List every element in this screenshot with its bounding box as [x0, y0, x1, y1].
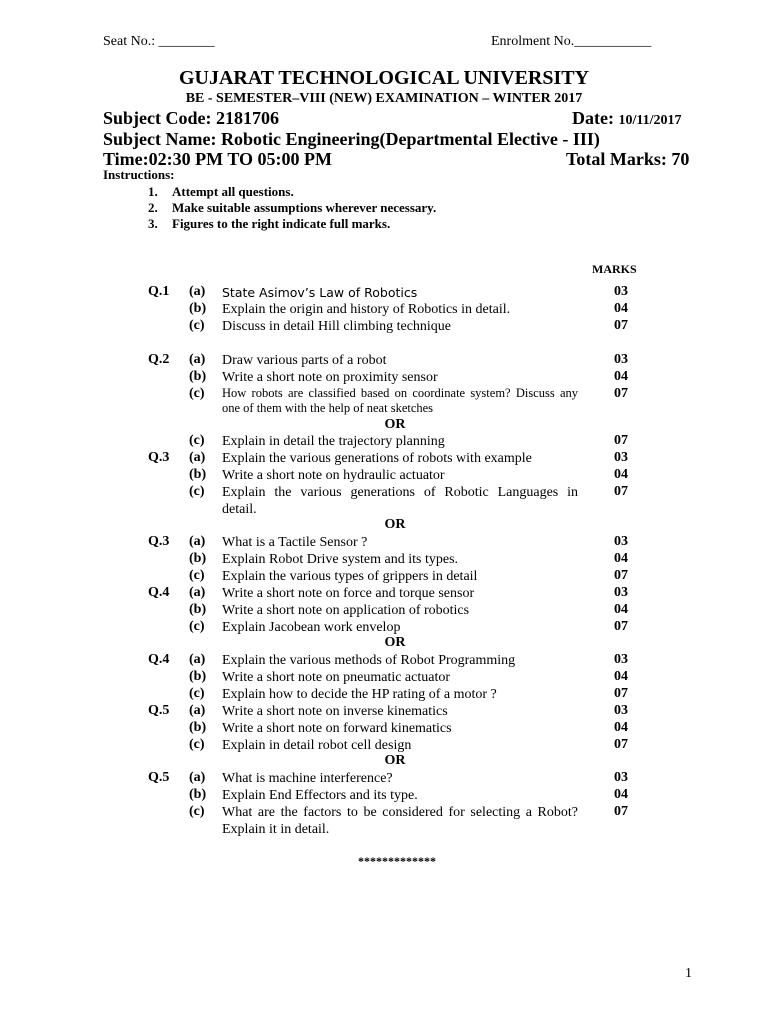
question-number: Q.3	[148, 450, 170, 465]
page-number: 1	[685, 966, 692, 981]
question-number: Q.5	[148, 770, 170, 785]
question-marks: 04	[614, 551, 628, 566]
question-text: Explain in detail the trajectory planning	[222, 434, 445, 449]
question-text: Explain the various methods of Robot Programming	[222, 653, 516, 668]
question-text: What are the factors to be considered for selecting a Robot? Explain it in detail.	[222, 805, 578, 837]
question-marks: 04	[614, 467, 628, 482]
question-text: Explain Jacobean work envelop	[222, 620, 401, 635]
question-text: Explain the various types of grippers in detail	[222, 569, 478, 584]
question-part: (b)	[189, 467, 207, 482]
question-marks: 07	[614, 804, 628, 819]
question-marks: 03	[614, 770, 628, 785]
end-marker: *************	[358, 854, 436, 868]
question-text: Explain Robot Drive system and its types.	[222, 552, 459, 567]
question-part: (c)	[189, 386, 205, 401]
question-part: (c)	[189, 484, 205, 499]
question-part: (a)	[189, 703, 206, 718]
question-number: Q.4	[148, 585, 170, 600]
question-marks: 04	[614, 787, 628, 802]
date-value: 10/11/2017	[618, 113, 682, 128]
question-text: Write a short note on inverse kinematics	[222, 704, 448, 719]
question-text: State Asimov’s Law of Robotics	[222, 285, 418, 300]
instructions-heading: Instructions:	[103, 167, 175, 182]
instruction-text: Make suitable assumptions wherever necessary.	[172, 200, 437, 215]
instruction-number: 2.	[148, 200, 158, 215]
date-label: Date:	[572, 108, 614, 128]
question-part: (c)	[189, 433, 205, 448]
question-text: Explain in detail robot cell design	[222, 738, 412, 753]
seat-number-field: Seat No.: ________	[103, 34, 215, 49]
question-part: (a)	[189, 450, 206, 465]
question-part: (a)	[189, 534, 206, 549]
question-marks: 04	[614, 720, 628, 735]
instruction-text: Figures to the right indicate full marks.	[172, 216, 391, 231]
question-part: (a)	[189, 352, 206, 367]
question-text: What is machine interference?	[222, 771, 393, 786]
exam-date	[572, 108, 682, 129]
instruction-text: Attempt all questions.	[172, 184, 294, 199]
question-marks: 07	[614, 686, 628, 701]
question-part: (c)	[189, 686, 205, 701]
question-text: Explain End Effectors and its type.	[222, 788, 418, 803]
instruction-number: 3.	[148, 216, 158, 231]
question-text: Explain the various generations of robots with example	[222, 451, 532, 466]
question-marks: 07	[614, 433, 628, 448]
question-text: Explain the origin and history of Robotics in detail.	[222, 302, 511, 317]
question-text: Draw various parts of a robot	[222, 353, 387, 368]
question-marks: 07	[614, 737, 628, 752]
question-marks: 07	[614, 568, 628, 583]
question-part: (b)	[189, 602, 207, 617]
question-number: Q.1	[148, 284, 170, 299]
or-separator: OR	[384, 753, 406, 768]
question-part: (a)	[189, 585, 206, 600]
question-text: Write a short note on force and torque sensor	[222, 586, 475, 601]
question-text: Write a short note on application of robotics	[222, 603, 470, 618]
question-marks: 04	[614, 369, 628, 384]
exam-title: BE - SEMESTER–VIII (NEW) EXAMINATION – WINTER 2017	[185, 91, 583, 106]
question-marks: 04	[614, 602, 628, 617]
question-number: Q.4	[148, 652, 170, 667]
question-marks: 03	[614, 284, 628, 299]
question-marks: 03	[614, 450, 628, 465]
instruction-number: 1.	[148, 184, 158, 199]
question-text: Discuss in detail Hill climbing technique	[222, 319, 452, 334]
marks-column-heading: MARKS	[592, 262, 637, 276]
subject-code: Subject Code: 2181706	[103, 108, 279, 128]
question-text: Explain the various generations of Robotic Languages in detail.	[222, 485, 578, 517]
question-part: (c)	[189, 804, 205, 819]
question-text: Write a short note on pneumatic actuator	[222, 670, 451, 685]
question-marks: 04	[614, 301, 628, 316]
question-part: (c)	[189, 568, 205, 583]
subject-name: Subject Name: Robotic Engineering(Departmental Elective - III)	[103, 129, 600, 149]
question-part: (b)	[189, 720, 207, 735]
question-text: Write a short note on hydraulic actuator	[222, 468, 445, 483]
question-part: (b)	[189, 787, 207, 802]
question-part: (b)	[189, 551, 207, 566]
question-text: Write a short note on forward kinematics	[222, 721, 452, 736]
question-marks: 07	[614, 386, 628, 401]
question-part: (b)	[189, 669, 207, 684]
question-text: Explain how to decide the HP rating of a motor ?	[222, 687, 497, 702]
or-separator: OR	[384, 517, 406, 532]
question-part: (b)	[189, 369, 207, 384]
question-marks: 07	[614, 318, 628, 333]
question-marks: 04	[614, 669, 628, 684]
question-marks: 03	[614, 585, 628, 600]
question-part: (b)	[189, 301, 207, 316]
question-number: Q.5	[148, 703, 170, 718]
question-part: (c)	[189, 737, 205, 752]
question-part: (a)	[189, 770, 206, 785]
question-marks: 03	[614, 352, 628, 367]
question-part: (a)	[189, 652, 206, 667]
question-part: (a)	[189, 284, 206, 299]
question-number: Q.3	[148, 534, 170, 549]
question-marks: 07	[614, 484, 628, 499]
university-title: GUJARAT TECHNOLOGICAL UNIVERSITY	[178, 67, 590, 89]
question-part: (c)	[189, 619, 205, 634]
question-marks: 03	[614, 652, 628, 667]
or-separator: OR	[384, 635, 406, 650]
question-text: Write a short note on proximity sensor	[222, 370, 438, 385]
question-marks: 07	[614, 619, 628, 634]
question-marks: 03	[614, 534, 628, 549]
question-part: (c)	[189, 318, 205, 333]
exam-time: Time:02:30 PM TO 05:00 PM	[103, 149, 332, 169]
question-text: What is a Tactile Sensor ?	[222, 535, 368, 550]
enrolment-number-field: Enrolment No.___________	[491, 34, 652, 49]
question-text: How robots are classified based on coordinate system? Discuss any one of them with the help of neat sketches	[222, 386, 578, 415]
total-marks: Total Marks: 70	[566, 149, 690, 169]
or-separator: OR	[384, 417, 406, 432]
question-marks: 03	[614, 703, 628, 718]
question-number: Q.2	[148, 352, 170, 367]
